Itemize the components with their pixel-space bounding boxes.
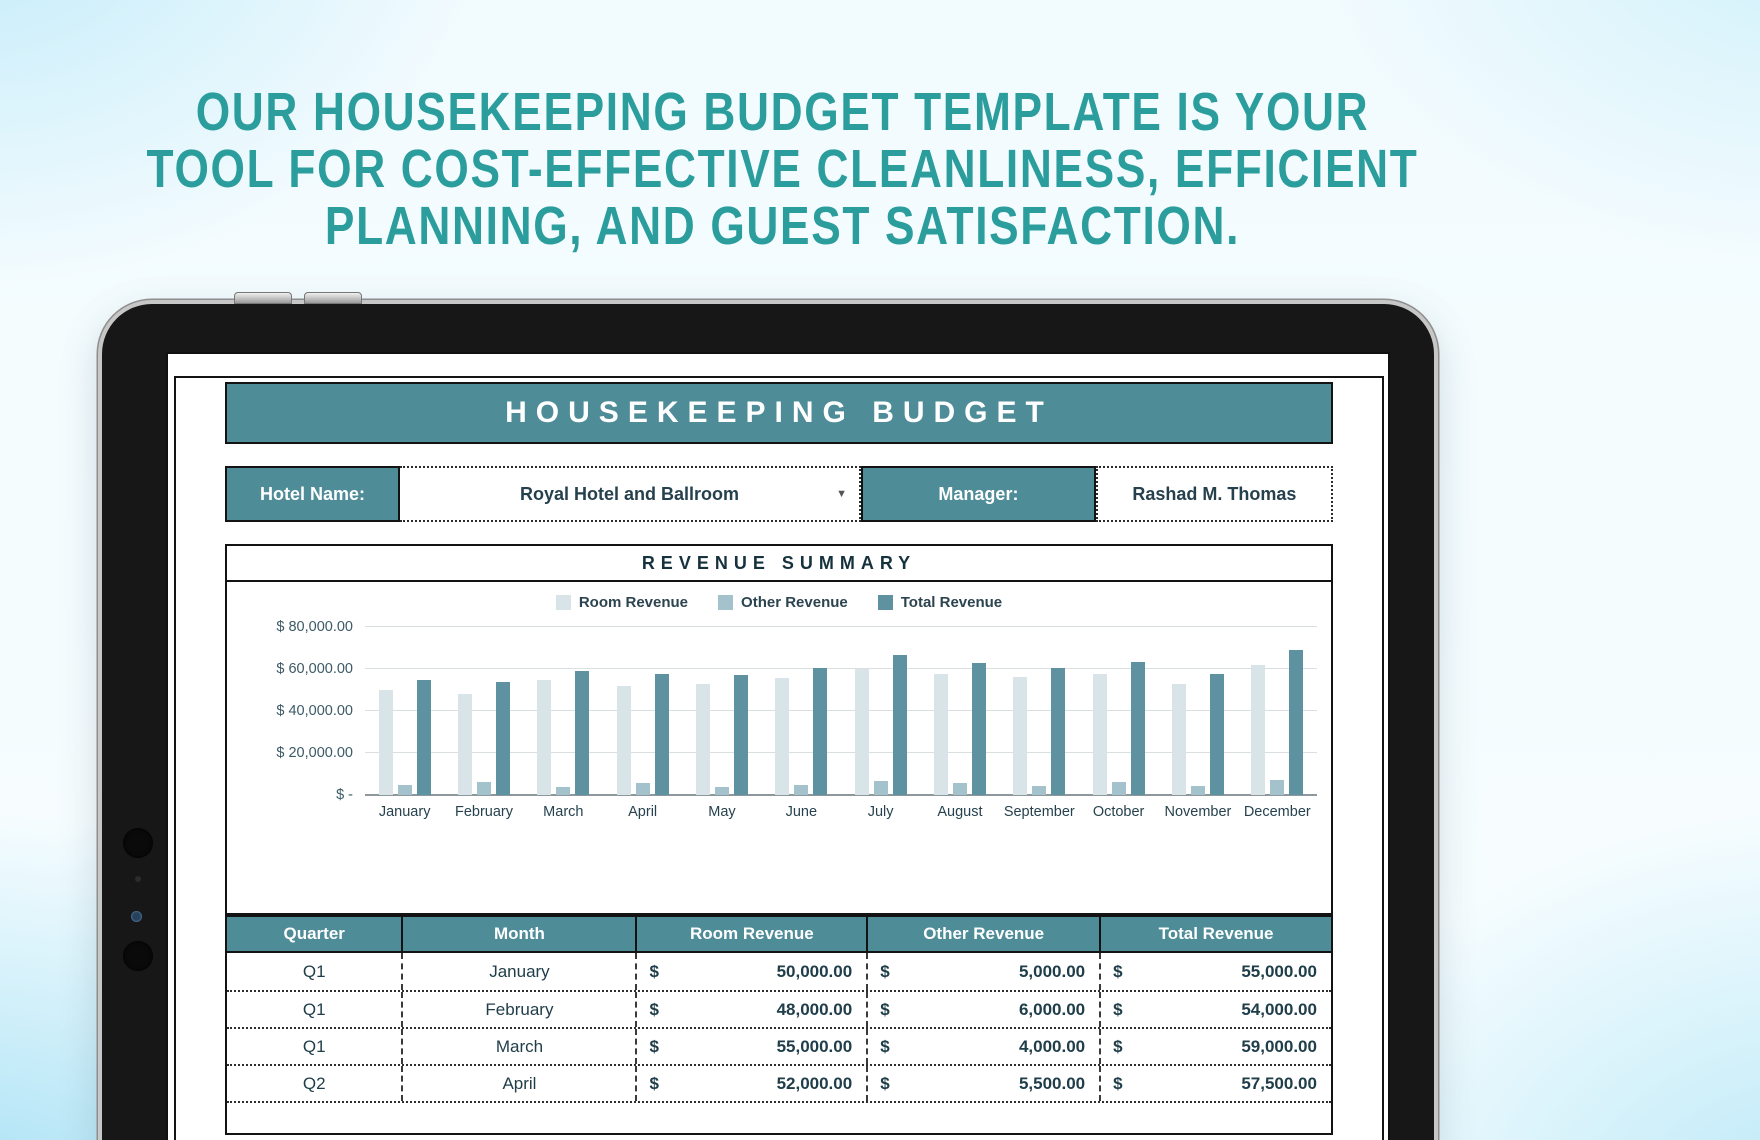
bar-room-revenue [379,690,393,795]
chart-y-tick-label: $ 40,000.00 [276,703,353,719]
amount-value: 55,000.00 [776,1036,853,1056]
amount-value: 5,500.00 [1018,1073,1086,1093]
legend-swatch-icon [718,595,733,610]
bar-other-revenue [874,781,888,795]
front-camera-icon [123,828,153,858]
cell-quarter[interactable]: Q1 [302,1036,326,1056]
currency-symbol: $ [1113,1036,1123,1056]
bar-other-revenue [715,787,729,795]
legend-label: Room Revenue [578,594,689,611]
currency-symbol: $ [649,1036,659,1056]
hotel-name-label: Hotel Name: [225,466,400,522]
hotel-name-dropdown[interactable] [400,466,861,522]
legend-label: Total Revenue [900,594,1003,611]
chart-x-tick-label: October [1092,804,1145,820]
legend-label: Other Revenue [741,594,848,611]
bar-other-revenue [1270,780,1284,795]
camera-lens-icon [131,911,142,922]
amount-value: 55,000.00 [1241,961,1317,981]
cell-other-revenue[interactable] [866,1029,1099,1064]
bar-total-revenue [496,682,510,795]
chart-x-tick-label: August [937,804,983,820]
cell-quarter[interactable]: Q1 [302,961,326,981]
manager-field[interactable] [1096,466,1333,522]
bar-group-january [365,627,444,795]
currency-symbol: $ [649,1073,659,1093]
cell-total-revenue[interactable] [1099,1066,1331,1101]
cell-total-revenue[interactable] [1099,1029,1331,1064]
headline [0,84,1565,255]
chart-bottom-spacer [227,829,1331,913]
bar-total-revenue [417,680,431,796]
bar-other-revenue [1112,782,1126,795]
bar-room-revenue [458,694,472,795]
bar-room-revenue [1172,684,1186,795]
manager-value: Rashad M. Thomas [1132,483,1297,504]
bar-total-revenue [575,671,589,795]
bar-group-november [1158,627,1237,795]
cell-room-revenue[interactable] [635,953,866,990]
bar-total-revenue [734,675,748,795]
table-row [227,990,1331,1027]
bar-groups [365,627,1317,795]
currency-symbol: $ [880,1073,890,1093]
revenue-table [225,915,1333,1135]
amount-value: 48,000.00 [776,999,853,1019]
cell-month[interactable]: January [401,953,635,990]
headline-line-1: OUR HOUSEKEEPING BUDGET TEMPLATE IS YOUR [195,82,1370,142]
chart-x-tick-label: February [454,804,513,820]
bar-total-revenue [1051,668,1065,795]
revenue-summary-panel [225,544,1333,915]
bar-total-revenue [972,663,986,795]
chart-x-tick-label: January [378,804,431,820]
bar-room-revenue [1251,665,1265,795]
cell-quarter[interactable]: Q2 [302,1073,326,1093]
bar-other-revenue [1191,786,1205,795]
bar-room-revenue [696,684,710,795]
bar-total-revenue [893,655,907,795]
hotel-name-value: Royal Hotel and Ballroom [520,483,740,504]
chart-x-tick-label: May [708,804,736,820]
bar-group-september [1000,627,1079,795]
currency-symbol: $ [649,961,659,981]
table-header-cell-quarter: Quarter [283,924,345,943]
currency-symbol: $ [649,999,659,1019]
tablet-frame [98,300,1438,1140]
amount-value: 50,000.00 [776,961,853,981]
bar-total-revenue [1131,662,1145,795]
microphone-dot-icon [135,876,141,882]
bar-group-august [920,627,999,795]
currency-symbol: $ [880,1036,890,1056]
amount-value: 6,000.00 [1018,999,1086,1019]
bar-other-revenue [398,785,412,796]
legend-swatch-icon [556,595,571,610]
currency-symbol: $ [880,961,890,981]
bar-group-july [841,627,920,795]
bar-group-june [762,627,841,795]
bar-room-revenue [1093,674,1107,795]
headline-line-2: TOOL FOR COST-EFFECTIVE CLEANLINESS, EFFICIENT [146,139,1419,199]
bar-room-revenue [934,674,948,795]
chart-x-axis-labels [365,795,1317,829]
legend-item-other-revenue [718,594,848,611]
bar-other-revenue [636,783,650,795]
volume-up-button [234,292,292,304]
bar-group-may [682,627,761,795]
amount-value: 54,000.00 [1241,999,1317,1019]
cell-other-revenue[interactable] [866,992,1099,1027]
bar-group-december [1238,627,1317,795]
amount-value: 59,000.00 [1241,1036,1317,1056]
amount-value: 4,000.00 [1018,1036,1086,1056]
currency-symbol: $ [880,999,890,1019]
bar-group-march [524,627,603,795]
chart-x-tick-label: July [867,804,894,820]
spreadsheet-content [225,382,1333,1135]
bar-room-revenue [855,669,869,795]
chart-title: REVENUE SUMMARY [227,546,1331,582]
table-body [227,953,1331,1101]
bar-other-revenue [556,787,570,795]
chart-y-tick-label: $ 20,000.00 [276,745,353,761]
table-header-cell-month: Month [401,917,635,951]
chart-x-tick-label: September [1003,804,1075,820]
bar-room-revenue [617,686,631,795]
revenue-bar-chart [276,619,1317,803]
cell-other-revenue[interactable] [866,953,1099,990]
chart-x-tick-label: June [785,804,818,820]
chart-x-tick-label: March [543,804,584,820]
bar-total-revenue [813,668,827,795]
currency-symbol: $ [1113,999,1123,1019]
cell-room-revenue[interactable] [635,1066,866,1101]
bar-room-revenue [537,680,551,796]
cell-total-revenue[interactable] [1099,992,1331,1027]
info-field-row [225,466,1333,522]
table-header-cell-total-revenue: Total Revenue [1099,917,1331,951]
cell-room-revenue[interactable] [635,992,866,1027]
currency-symbol: $ [1113,961,1123,981]
bar-group-february [444,627,523,795]
chart-y-tick-label: $ 60,000.00 [276,661,353,677]
volume-down-button [304,292,362,304]
bar-other-revenue [794,785,808,796]
cell-month[interactable]: March [401,1029,635,1064]
legend-item-room-revenue [556,594,688,611]
table-row [227,953,1331,990]
cell-month[interactable]: February [401,992,635,1027]
cell-month[interactable]: April [401,1066,635,1101]
chart-x-tick-label: April [628,804,658,820]
bar-group-april [603,627,682,795]
table-header-row [227,915,1331,953]
bar-total-revenue [655,674,669,795]
cell-other-revenue[interactable] [866,1066,1099,1101]
table-row [227,1064,1331,1101]
legend-item-total-revenue [878,594,1002,611]
tablet-screen [166,352,1390,1140]
chart-y-tick-label: $ - [336,787,353,803]
amount-value: 52,000.00 [776,1073,853,1093]
cell-total-revenue[interactable] [1099,953,1331,990]
page-title: HOUSEKEEPING BUDGET [225,382,1333,444]
legend-swatch-icon [878,595,893,610]
bar-other-revenue [953,783,967,795]
bar-room-revenue [1013,677,1027,795]
chart-legend [227,594,1331,611]
manager-label: Manager: [861,466,1096,522]
bar-group-october [1079,627,1158,795]
table-header-cell-other-revenue: Other Revenue [866,917,1099,951]
chart-y-tick-label: $ 80,000.00 [276,619,353,635]
currency-symbol: $ [1113,1073,1123,1093]
chart-x-tick-label: December [1243,804,1311,820]
cell-room-revenue[interactable] [635,1029,866,1064]
chart-x-tick-label: November [1164,804,1232,820]
bar-total-revenue [1210,674,1224,795]
table-header-cell-room-revenue: Room Revenue [635,917,866,951]
bar-room-revenue [775,678,789,795]
bar-other-revenue [1032,786,1046,795]
bar-total-revenue [1289,650,1303,795]
cell-quarter[interactable]: Q1 [302,999,326,1019]
table-partial-row [227,1101,1331,1133]
headline-line-3: PLANNING, AND GUEST SATISFACTION. [324,196,1241,256]
table-row [227,1027,1331,1064]
amount-value: 57,500.00 [1241,1073,1317,1093]
chevron-down-icon[interactable]: ▼ [836,488,847,500]
bar-other-revenue [477,782,491,795]
sensor-icon [123,941,153,971]
amount-value: 5,000.00 [1018,961,1086,981]
